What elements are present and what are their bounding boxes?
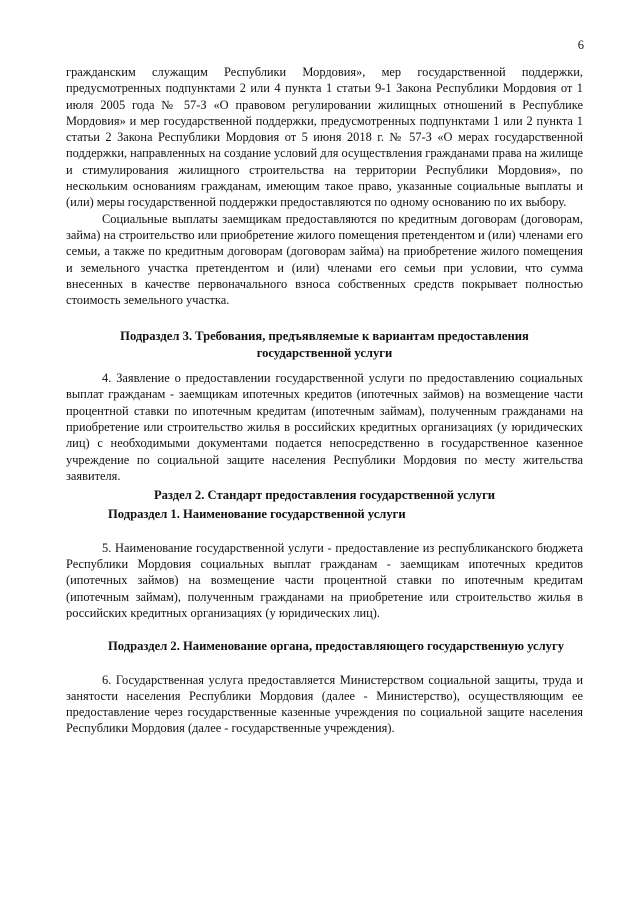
heading-subsection-3-line-1: Подраздел 3. Требования, предъявляемые к вариантам предоставления — [120, 329, 529, 344]
paragraph-continuation: гражданским служащим Республики Мордовия», мер государственной поддержки, предусмотренных подпунктами 2 или 4 пункта 1 статьи 9-1 Закона Республики Мордовия от 1 июля 2005 года № 57-З «О правовом регулировании жилищных отношений в Республике Мордовия» и мер государственной поддержки, предусмотренных подпунктами 1 или 2 пункта 1 статьи 2 Закона Республики Мордовия от 5 июня 2018 г. № 57-З «О мерах государственной поддержки, направленных на создание условий для осуществления гражданами права на жилище и стимулирования жилищного строительства на территории Республики Мордовия», по нескольким основаниям гражданам, имеющим такое право, указанные социальные выплаты и (или) меры государственной поддержки предоставляются по одному основанию по их выбору. — [66, 65, 583, 210]
heading-subsection-2: Подраздел 2. Наименование органа, предоставляющего государственную услугу — [108, 639, 564, 654]
heading-subsection-3-line-2: государственной услуги — [256, 345, 393, 360]
document-body — [66, 64, 583, 737]
paragraph-6: 6. Государственная услуга предоставляется Министерством социальной защиты, труда и занятости населения Республики Мордовия (далее - Министерство), осуществляющим ее предоставление через государственные казенные учреждения по социальной защите населения Республики Мордовия (далее - государственные учреждения). — [66, 672, 583, 736]
paragraph-4: 4. Заявление о предоставлении государственной услуги по предоставлению социальных выплат гражданам - заемщикам ипотечных кредитов (ипотечных займов) на возмещение части процентной ставки по ипотечным кредитам (ипотечным займам), полученным гражданами на приобретение или строительство жилья в российских кредитных организациях (у юридических лиц) с необходимыми документами подается непосредственно в государственное казенное учреждение по социальной защите населения Республики Мордовия по месту жительства заявителя. — [66, 371, 583, 483]
paragraph-5: 5. Наименование государственной услуги - предоставление из республиканского бюджета Республики Мордовия социальных выплат гражданам - заемщикам ипотечных кредитов (ипотечных займов) на возмещение части процентной ставки по ипотечным кредитам (ипотечным займам), полученным гражданами на приобретение или строительство жилья в российских кредитных организациях (у юридических лиц). — [66, 540, 583, 620]
paragraph-social-payments: Социальные выплаты заемщикам предоставляются по кредитным договорам (договорам, займа) на строительство или приобретение жилого помещения претендентом и (или) членами его семьи, а также по кредитным договорам (договорам займа) на приобретение жилого помещения и земельного участка претендентом и (или) членами его семьи при условии, что сумма внесенных в качестве первоначального взноса собственных средств покрывает полностью стоимость земельного участка. — [66, 211, 583, 308]
heading-section-2: Раздел 2. Стандарт предоставления государственной услуги — [153, 488, 496, 503]
page-number: 6 — [577, 38, 584, 52]
heading-subsection-1: Подраздел 1. Наименование государственной услуги — [108, 507, 406, 522]
